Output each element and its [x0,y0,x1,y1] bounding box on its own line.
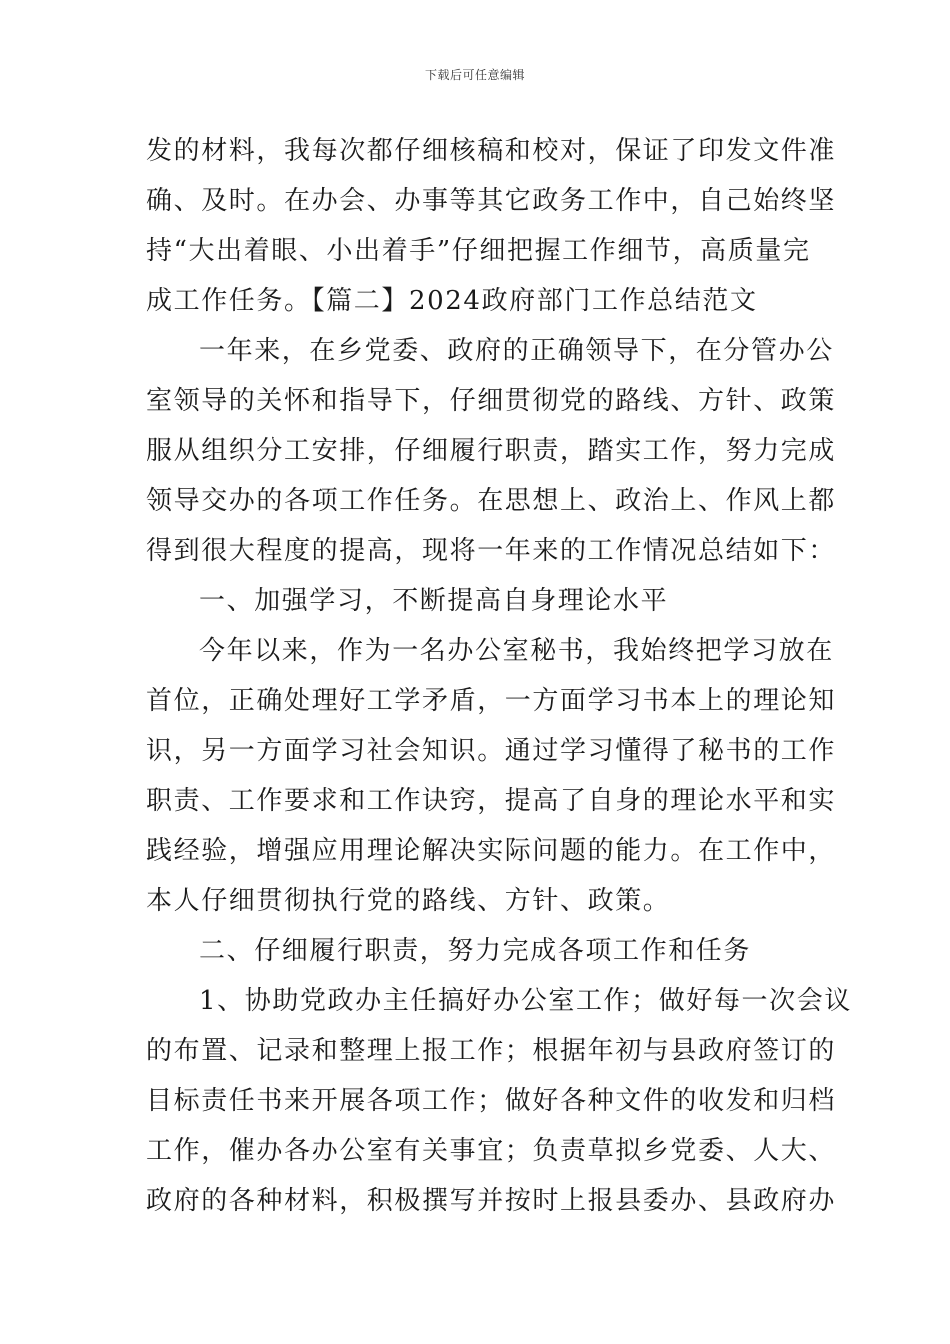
text-line-15: 践经验，增强应用理论解决实际问题的能力。在工作中， [146,836,837,866]
text-line-8: 领导交办的各项工作任务。在思想上、政治上、作风上都 [146,486,837,516]
section-heading-1: 一、加强学习，不断提高自身理论水平 [199,586,669,616]
text-line-19: 的布置、记录和整理上报工作；根据年初与县政府签订的 [146,1036,837,1066]
text-line-9: 得到很大程度的提高，现将一年来的工作情况总结如下： [146,536,837,566]
text-line-3: 持“大出着眼、小出着手”仔细把握工作细节，高质量完 [146,236,811,266]
section-heading-2: 二、仔细履行职责，努力完成各项工作和任务 [199,936,752,966]
document-body [146,126,852,1226]
text-line-20: 目标责任书来开展各项工作；做好各种文件的收发和归档 [146,1086,837,1116]
page-header-note: 下载后可任意编辑 [424,68,525,82]
text-line-14: 职责、工作要求和工作诀窍，提高了自身的理论水平和实 [146,786,837,816]
text-line-12: 首位，正确处理好工学矛盾，一方面学习书本上的理论知 [146,686,837,716]
text-line-6: 室领导的关怀和指导下，仔细贯彻党的路线、方针、政策 [146,386,837,416]
text-line-4: 成工作任务。【篇二】2024政府部门工作总结范文 [146,286,758,316]
text-line-11: 今年以来，作为一名办公室秘书，我始终把学习放在 [199,636,834,666]
text-line-2: 确、及时。在办会、办事等其它政务工作中，自己始终坚 [146,186,837,216]
text-line-18: 1、协助党政办主任搞好办公室工作；做好每一次会议 [199,986,852,1016]
text-line-22: 政府的各种材料，积极撰写并按时上报县委办、县政府办 [146,1186,837,1216]
text-line-13: 识，另一方面学习社会知识。通过学习懂得了秘书的工作 [146,736,837,766]
text-line-5: 一年来，在乡党委、政府的正确领导下，在分管办公 [199,336,834,366]
text-line-21: 工作，催办各办公室有关事宜；负责草拟乡党委、人大、 [146,1136,837,1166]
text-line-7: 服从组织分工安排，仔细履行职责，踏实工作，努力完成 [146,436,837,466]
text-line-1: 发的材料，我每次都仔细核稿和校对，保证了印发文件准 [146,136,837,166]
text-line-16: 本人仔细贯彻执行党的路线、方针、政策。 [146,886,671,916]
